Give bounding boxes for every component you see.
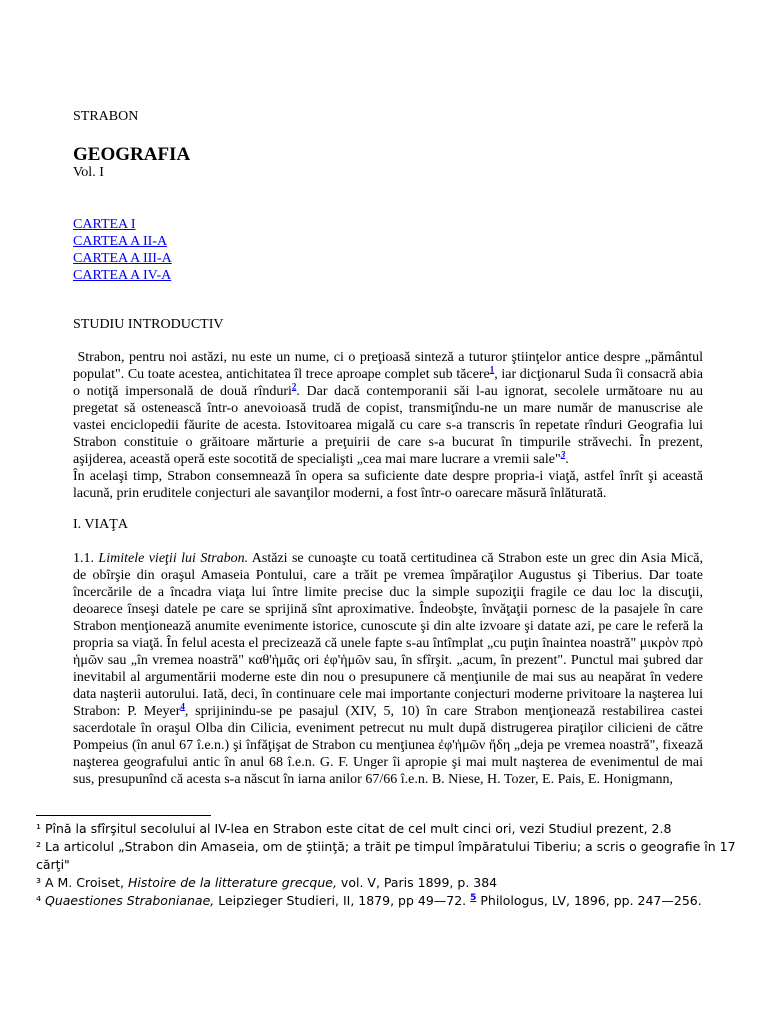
paragraph-text: Astăzi se cunoaşte cu toată certitudinea că Strabon este un grec din Asia Mică, de obîrşie din oraşul Amaseia Pontului, care a trăit pe vremea împăraţilor Augustus şi Tiberius. Dar toate încercările de a încadra viaţa lui între limite precise duc la simple supoziţii fragile ce dau loc la discuţii, deoarece înseşi datele pe care se sprijină sînt aproximative. Îndeobşte, învăţaţii pornesc de la pasajele în care Strabon menţionează anumite evenimente istorice, cunoscute şi din alte izvoare şi datate azi, pe care le referă la propria sa viaţă. În felul acesta el precizează că unele fapte s-au întîmplat „cu puţin înaintea noastră" μικρὸν πρὸ ἡμῶν sau „în vremea noastră" καθ'ἡμᾶς ori ἐφ'ἡμῶν sau, în sfîrşit. „acum, în prezent". Punctul mai şubred dar inevitabil al argumentării moderne este din nou o presupunere că menţiunile de mai sus au neapărat în vedere data naşterii autorului. Iată, deci, în continuare cele mai importante conjecturi moderne privitoare la naşterea lui Strabon: P. Meyer (73, 551, 703, 719)
footnote-ref-5[interactable]: 5 (470, 892, 477, 903)
footnote-2: ² La articolul „Strabon din Amaseia, om de ştiinţă; a trăit pe timpul împăratului Tiberiu; a scris o geografie în 17 cărţi" (36, 839, 736, 872)
paragraph-text: , sprijinindu-se pe pasajul (XIV, 5, 10) în care Strabon menţionează restabilirea castei sacerdotale în oraşul Olba din Cilicia, eveniment petrecut nu mult după distrugerea piraţilor cilicieni de către Pompeius (în anul 67 î.e.n.) şi înfăţişat de Strabon cu menţiunea ἐφ'ἡμῶν ἤδη „deja pe vremea noastră", fixează naşterea geografului antic în anul 68 î.e.n. G. F. Unger îi apropie şi mai mult naşterea de evenimentul de mai sus, presupunînd că acesta s-a născut în iarna anilor 67/66 î.e.n. B. Niese, H. Tozer, E. Pais, E. Honigmann, (73, 704, 703, 787)
footnote-book-title: Histoire de la litterature grecque, (128, 875, 337, 890)
footnote-text: vol. V, Paris 1899, p. 384 (336, 875, 498, 890)
toc-link-cartea-ii[interactable]: CARTEA A II-A (73, 234, 168, 249)
paragraph-number: 1.1. (73, 551, 99, 566)
author-name: STRABON (73, 109, 139, 124)
footnote-ref-3[interactable]: 3 (560, 449, 566, 460)
footnote-text: Philologus, LV, 1896, pp. 247—256. (476, 893, 702, 908)
footnote-3 (36, 874, 736, 892)
intro-paragraph-2 (73, 468, 703, 502)
intro-heading: STUDIU INTRODUCTIV (73, 317, 224, 332)
footnote-divider (36, 815, 211, 816)
footnote-ref-1[interactable]: 1 (489, 364, 495, 375)
paragraph-subtitle: Limitele vieţii lui Strabon. (98, 551, 249, 566)
footnote-4 (36, 892, 736, 910)
footnote-text: ³ A M. Croiset, (36, 875, 129, 890)
footnote-text: Leipzieger Studieri, II, 1879, pp 49—72. (214, 893, 471, 908)
paragraph-text: . (565, 452, 569, 467)
book-title: GEOGRAFIA (73, 144, 191, 165)
toc-item (73, 267, 172, 284)
toc-link-cartea-iii[interactable]: CARTEA A III-A (73, 251, 172, 266)
section-heading: I. VIAŢA (73, 517, 128, 532)
footnotes (36, 820, 736, 910)
paragraph-text: , iar dicţionarul Suda îi consacră abia o notiţă impersonală de două rînduri (73, 367, 704, 399)
paragraph-text: . Dar dacă contemporanii săi l-au ignorat, secolele următoare nu au pregetat să ostenească într-o anevoioasă trudă de copist, transmiţîndu-ne un mare număr de manuscrise ale vastei enciclopedii făurite de acesta. Istovitoarea migală cu care s-a transcris în repetate rînduri Geografia lui Strabon constituie o grăitoare mărturie a preţuirii de care s-a bucurat în timpurile străvechi. În prezent, aşijderea, această operă este socotită de specialişti „cea mai mare lucrare a vremii sale" (73, 384, 703, 467)
footnote-text: ⁴ (36, 893, 45, 908)
footnote-ref-2[interactable]: 2 (291, 381, 297, 392)
volume-label: Vol. I (73, 165, 104, 180)
toc-link-cartea-iv[interactable]: CARTEA A IV-A (73, 268, 172, 283)
footnote-1: ¹ Pînă la sfîrşitul secolului al IV-lea en Strabon este citat de cel mult cinci ori, vezi Studiul prezent, 2.8 (36, 821, 672, 836)
intro-paragraph-1 (73, 349, 703, 468)
footnote-ref-4[interactable]: 4 (180, 701, 185, 712)
paragraph-text: În acelaşi timp, Strabon consemnează în opera sa suficiente date despre propria-i viaţă, astfel înrît şi această lacună, prin eruditele conjecturi ale savanţilor moderni, a fost într-o oarecare măsură înlăturată. (73, 469, 703, 501)
paragraph-text: Strabon, pentru noi astăzi, nu este un nume, ci o preţioasă sinteză a tuturor ştiinţelor antice despre „pământul populat". Cu toate acestea, antichitatea îl trece aproape complet sub tăcere (73, 350, 703, 382)
section-paragraph-1 (73, 550, 703, 788)
toc-link-cartea-i[interactable]: CARTEA I (73, 217, 136, 232)
toc-item (73, 250, 172, 267)
toc-item (73, 216, 172, 233)
toc-item (73, 233, 172, 250)
table-of-contents (73, 216, 172, 284)
footnote-book-title: Quaestiones Strabonianae, (44, 893, 215, 908)
